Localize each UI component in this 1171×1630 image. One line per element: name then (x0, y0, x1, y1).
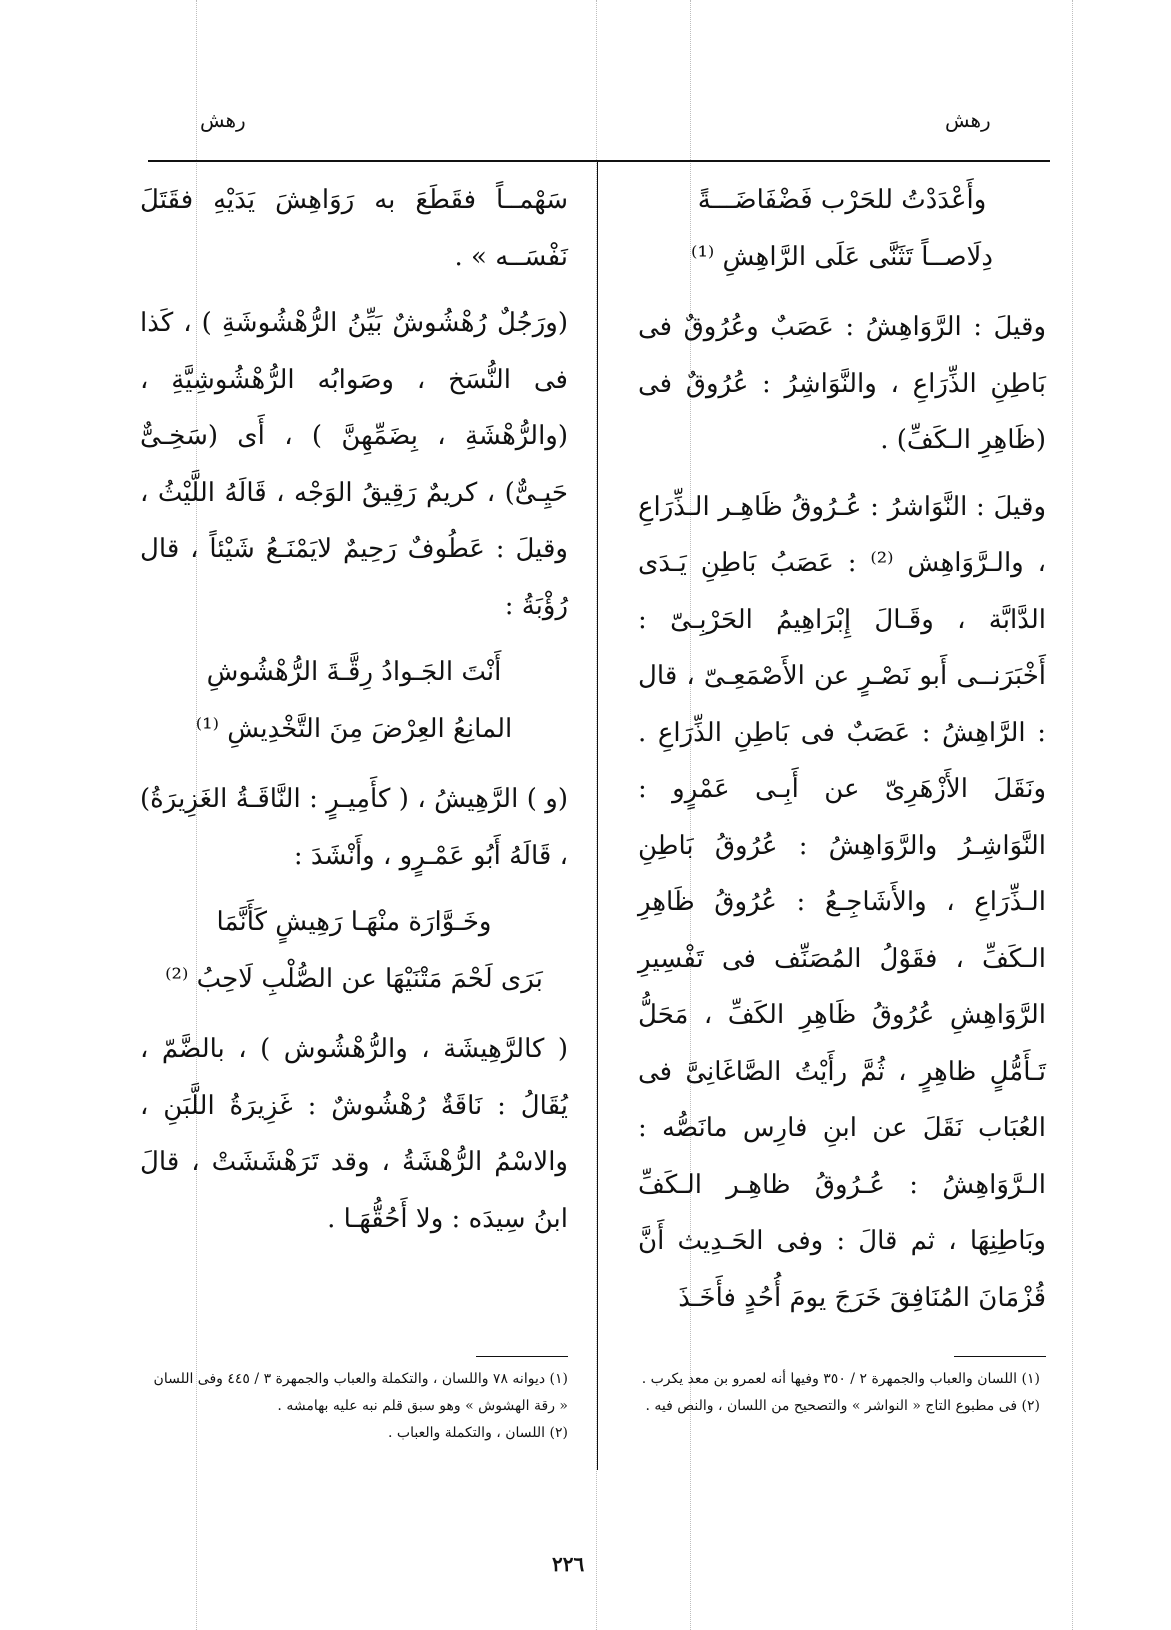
footnote-rule (954, 1356, 1046, 1357)
verse (140, 894, 568, 1007)
verse (638, 172, 1046, 285)
right-column (638, 172, 1046, 1336)
footnote-rule (476, 1356, 568, 1357)
scan-guide-line (1072, 0, 1073, 1630)
header-word-right: رهش (945, 108, 991, 132)
paragraph: (و ) الرَّهِيشُ ، ( كأَمِيـرٍ : النَّاقَـةُ الغَزِيرَةُ) ، قَالَهُ أَبُو عَمْـرٍو ، وأَنْشَدَ : (140, 784, 568, 871)
page-number: ٢٢٦ (552, 1552, 585, 1576)
paragraph: ( كالرَّهِيشَة ، والرُّهْشُوش ) ، بالضَّمّ ، يُقَالُ : نَاقَةٌ رُهْشُوشٌ : غَزِيرَةُ اللَّبَنِ ، والاسْمُ الرُّهْشَةُ ، وقد تَرَهْشَشَتْ ، قالَ ابنُ سِيدَه : ولا أَحُقُّهَـا . (140, 1034, 568, 1234)
footnote: (١) اللسان والعباب والجمهرة ٢ / ٣٥٠ وفيها أنه لعمرو بن معد يكرب . (641, 1371, 1040, 1387)
verse (140, 644, 568, 757)
header-rule (148, 160, 1050, 162)
paragraph: وقيلَ : النَّوَاشرُ : عُـرُوقُ ظَاهِـر الـذِّرَاعِ ، والـرَّوَاهِش ⁽²⁾ : عَصَبُ بَاطِنِ يَـدَى الدَّابَّة ، وقَـالَ إِبْرَاهِيمُ الحَرْبِـىّ : أَخْبَرَنــى أَبو نَصْـرٍ عن الأَصْمَعِـىّ ، قال : الرَّاهِشُ : عَصَبٌ فى بَاطِنِ الذِّرَاعِ . ونَقَلَ الأَزْهَرِىّ عن أَبِـى عَمْرٍو : النَّوَاشِـرُ والرَّوَاهِشُ : عُرُوقُ بَاطِنِ الـذِّرَاعِ ، والأَشَاجِـعُ : عُرُوقُ ظَاهِرِ الـكَفِّ ، فقَوْلُ المُصَنِّف فى تَفْسِيرِ الرَّوَاهِشِ عُرُوقُ ظَاهِرِ الكَفِّ ، مَحَلُّ تَـأَمُّلٍ ظاهِرٍ ، ثُمَّ رأَيْتُ الصَّاغَانِىَّ فى العُبَاب نَقَلَ عن ابنِ فارِس مانَصُّه : الـرَّوَاهِشُ : عُـرُوقُ ظاهِـر الـكَفِّ وبَاطِنِهَا ، ثم قالَ : وفى الحَـدِيث أَنَّ قُزْمَانَ المُنَافِقَ خَرَجَ يومَ أُحُدٍ فأَخَـذَ (638, 491, 1046, 1313)
verse-line: وخَـوَّارَة منْهَـا رَهِيشٍ كَأَنَّمَا (216, 907, 492, 937)
footnote: (٢) اللسان ، والتكملة والعباب . (388, 1425, 568, 1441)
paragraph: وقيلَ : الرَّوَاهِشُ : عَصَبٌ وعُرُوقٌ فى بَاطِنِ الذِّرَاعِ ، والنَّوَاشِرُ : عُرُوقٌ فى (ظَاهِرِ الـكَفِّ) . (638, 312, 1046, 455)
verse-line: دِلَاصــاً تَثَنَّى عَلَى الرَّاهِشِ ⁽¹⁾ (691, 241, 993, 272)
column-divider (597, 160, 598, 1470)
verse-line: أَنْتَ الجَـوادُ رِقَّـةَ الرُّهْشُوشِ (206, 657, 502, 687)
header-word-left: رهش (200, 108, 246, 132)
left-column (140, 172, 568, 1257)
verse-line: بَرَى لَحْمَ مَتْنَيْهَا عن الصُّلْبِ لَاحِبُ ⁽²⁾ (165, 963, 543, 994)
paragraph: (ورَجُلٌ رُهْشُوشٌ بَيِّنُ الرُّهْشُوشَةِ ) ، كَذا فى النُّسَخ ، وصَوابُه الرُّهْشُوشِيَّةِ ، (والرُّهْشَةِ ، بِضَمِّهِنَّ ) ، أَى (سَخِـىٌّ حَيِـىٌّ) ، كريمٌ رَقِيقُ الوَجْه ، قَالَهُ اللَّيْثُ ، وقيلَ : عَطُوفٌ رَحِيمٌ لايَمْنَـعُ شَيْئاً ، قال رُؤْبَةُ : (140, 308, 568, 621)
footnote: (١) ديوانه ٧٨ واللسان ، والتكملة والعباب والجمهرة ٣ / ٤٤٥ وفى اللسان « رقة الهشوش » وهو سبق قلم نبه عليه بهامشه . (153, 1371, 568, 1414)
verse-line: المانِعُ العِرْضَ مِنَ التَّخْدِيشِ ⁽¹⁾ (195, 713, 513, 744)
footnotes-left (150, 1366, 568, 1447)
paragraph: سَهْمــاً فقَطَعَ به رَوَاهِشَ يَدَيْهِ فقَتَلَ نَفْسَــه » . (140, 185, 568, 272)
footnotes-right (640, 1366, 1040, 1420)
verse-line: وأَعْدَدْتُ للحَرْب فَضْفَاضَـــةً (697, 185, 987, 215)
footnote: (٢) فى مطبوع التاج « النواشر » والتصحيح من اللسان ، والنص فيه . (645, 1398, 1040, 1414)
